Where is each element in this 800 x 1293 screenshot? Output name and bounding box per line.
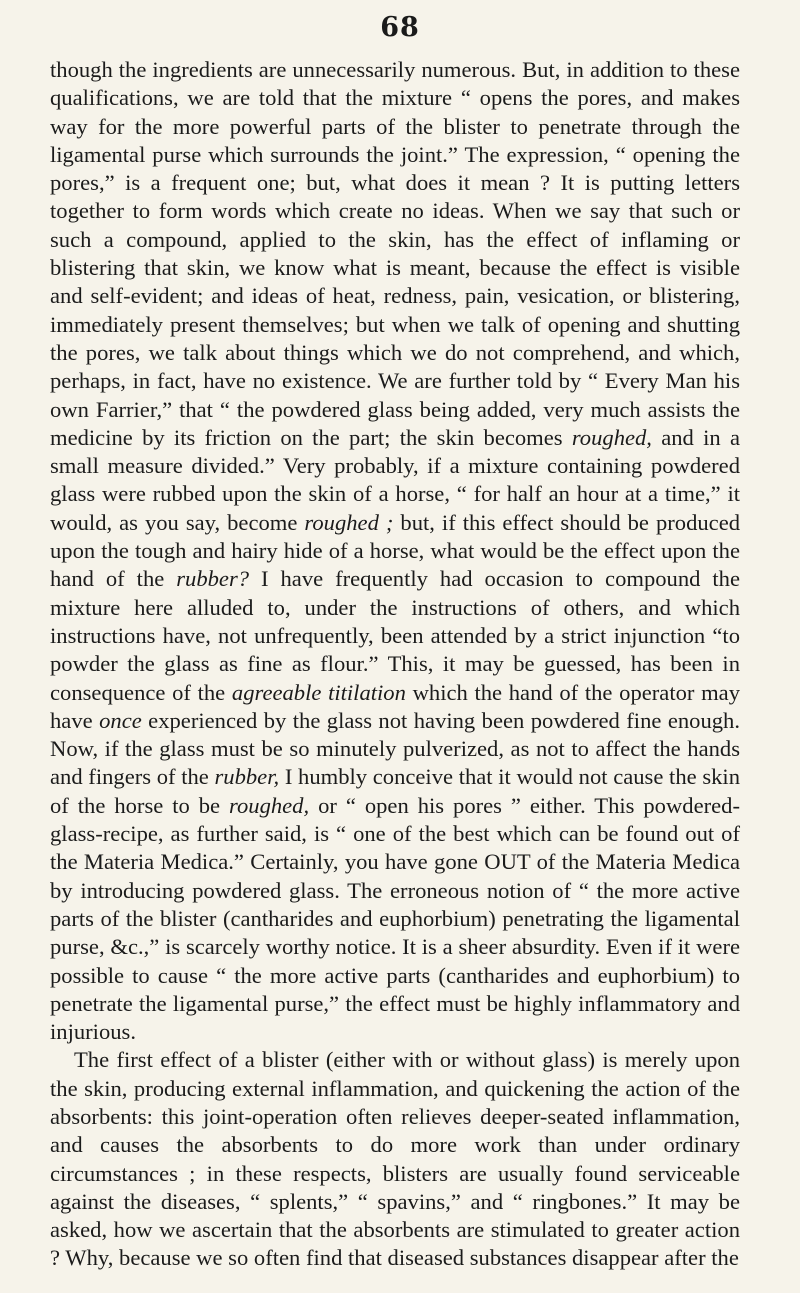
text-run: I humbly conceive that it would not cause the skin of the horse to be [50,764,740,818]
body-text [50,56,740,1273]
italic-run: agreeable titilation [231,679,406,705]
italic-run: rubber? [176,566,250,592]
paragraph-2 [50,1046,740,1272]
italic-run: rubber, [214,764,280,790]
page-number: 68 [380,12,420,43]
text-run: but, if this effect should be produced upon the tough and hairy hide of a horse, what would be the effect upon the hand of the [50,509,741,592]
text-run: experienced by the glass not having been powdered fine enough. Now, if the glass must be so minutely pulverized, as not to affect the hands and fingers of the [50,707,740,790]
italic-run: once [99,707,142,733]
text-run: or “ open his pores ” either. This powdered-glass-recipe, as further said, is “ one of the best which can be found out of the Materia Medica.” Certainly, you have gone OUT of the Materia Medica by introducing powdered glass. The erroneous notion of “ the more active parts of the blister (cantharides and euphorbium) penetrating the ligamental purse, &c.,” is scarcely worthy notice. It is a sheer absurdity. Even if it were possible to cause “ the more active parts (cantharides and euphorbium) to penetrate the ligamental purse,” the effect must be highly inflammatory and injurious. [50,792,740,1045]
text-run: I have frequently had occasion to compound the mixture here alluded to, under the instructions of others, and which instructions have, not unfrequently, been attended by a strict injunction “to powder the glass as fine as flour.” This, it may be guessed, has been in consequence of the [50,566,740,705]
italic-run: roughed, [229,792,310,818]
paragraph-1 [50,56,740,1046]
text-run: which the hand of the operator may have [50,679,740,733]
italic-run: roughed, [571,424,652,450]
italic-run: roughed ; [304,509,394,535]
text-run: and in a small measure divided.” Very probably, if a mixture containing powdered glass were rubbed upon the skin of a horse, “ for half an hour at a time,” it would, as you say, become [50,424,740,535]
text-run: The first effect of a blister (either with or without glass) is merely upon the skin, producing external inflammation, and quickening the action of the absorbents: this joint-operation often relieves deeper-seated inflammation, and causes the absorbents to do more work than under ordinary circumstances ; in these respects, blisters are usually found serviceable against the diseases, “ splents,” “ spavins,” and “ ringbones.” It may be asked, how we ascertain that the absorbents are stimulated to greater action ? Why, because we so often find that diseased substances disappear after the [50,1047,740,1271]
text-run: though the ingredients are unnecessarily numerous. But, in addition to these qualifications, we are told that the mixture “ opens the pores, and makes way for the more powerful parts of the blister to penetrate through the ligamental purse which surrounds the joint.” The expression, “ opening the pores,” is a frequent one; but, what does it mean ? It is putting letters together to form words which create no ideas. When we say that such or such a compound, applied to the skin, has the effect of inflaming or blistering that skin, we know what is meant, because the effect is visible and self-evident; and ideas of heat, redness, pain, vesication, or blistering, immediately present themselves; but when we talk of opening and shutting the pores, we talk about things which we do not comprehend, and which, perhaps, in fact, have no existence. We are further told by “ Every Man his own Farrier,” that “ the powdered glass being added, very much assists the medicine by its friction on the part; the skin becomes [50,57,740,450]
